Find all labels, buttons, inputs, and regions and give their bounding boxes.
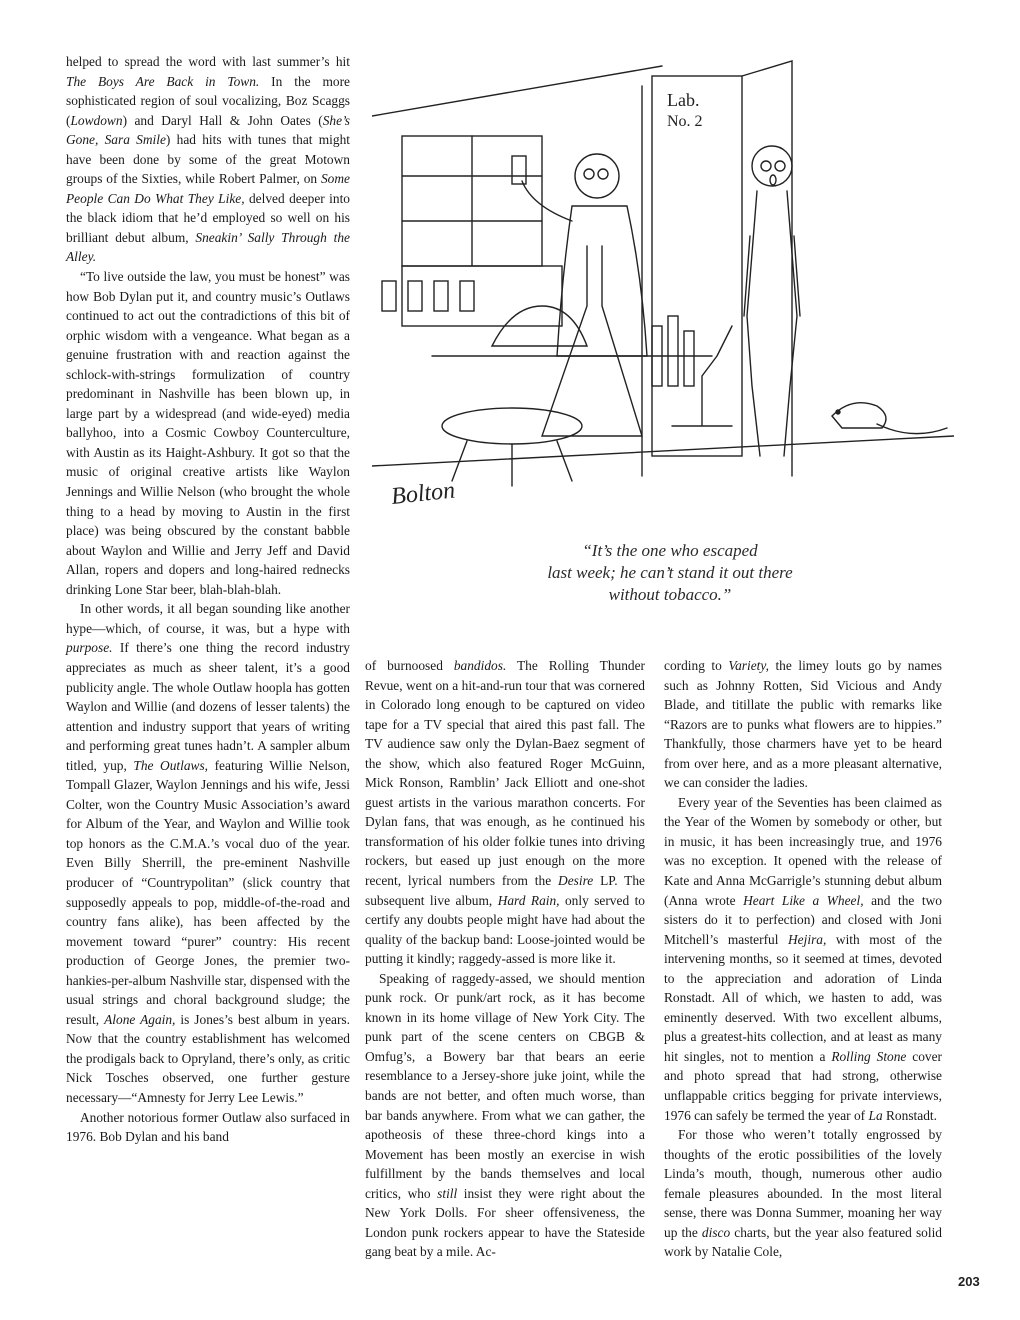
article-paragraph: cording to Variety, the limey louts go by names such as Johnny Rotten, Sid Vicious and Andy Blade, and titillate the public with remarks like “Razors are to punks what flowers are to hippies.” Thankfully, those charmers have yet to be heard from over here, and as a more pleasant alternative, we can consider the ladies. <box>664 658 943 791</box>
italic-title: The Boys Are Back in Town. <box>66 73 260 89</box>
cartoonist-signature: Bolton <box>389 477 457 510</box>
article-paragraph: For those who weren’t totally engrossed by thoughts of the erotic possibilities of the lovely Linda’s mouth, though, numerous other audio female pleasures abounded. In the most literal sense, there was Donna Summer, moaning her way up the disco charts, but the year also featured solid work by Natalie Cole, <box>664 1127 942 1260</box>
caption-line: last week; he can’t stand it out there <box>547 563 793 582</box>
article-column-middle <box>365 656 645 1262</box>
italic-title: Hejira, <box>788 931 827 947</box>
door-sign-line-1: Lab. <box>667 90 700 110</box>
italic-title: Alone Again, <box>104 1011 176 1027</box>
italic-title: purpose. <box>66 640 113 656</box>
italic-title: Some People Can Do What They Like, <box>66 171 350 206</box>
cartoon-caption <box>470 540 870 606</box>
article-paragraph: In other words, it all began sounding like another hype—which, of course, it was, but a hype with purpose. If there’s one thing the record industry appreciates as much as sheer talent, it’s a good publicity angle. The whole Outlaw hoopla has gotten Waylon and Willie (and dozens of lesser talents) the attention and industry support that years of writing and performing great tunes hadn’t. A sampler album titled, yup, The Outlaws, featuring Willie Nelson, Tompall Glazer, Waylon Jennings and his wife, Jessi Colter, won the Country Music Association’s award for Album of the Year, and Waylon and Willie took top honors as the C.M.A.’s vocal duo of the year. Even Billy Sherrill, the pre-eminent Nashville producer of “Countrypolitan” (slick country that supposedly appeals to pop, middle-of-the-road and country fans alike), has been affected by the movement toward “purer” country: His recent production of George Jones, the premier two-hankies-per-album Nashville star, dispensed with the usual strings and choral background sludge; the result, Alone Again, is Jones’s best album in years. Now that the country establishment has welcomed the prodigals back to Opryland, there’s only, as critic Nick Tosches observed, one further gesture necessary—“Amnesty for Jerry Lee Lewis.” <box>66 601 350 1105</box>
article-paragraph: helped to spread the word with last summer’s hit The Boys Are Back in Town. In the more sophisticated region of soul vocalizing, Boz Scaggs (Lowdown) and Daryl Hall & John Oates (She’s Gone, Sara Smile) had hits with tunes that might have been done by some of the great Motown groups of the Sixties, while Robert Palmer, on Some People Can Do What They Like, delved deeper into the black idiom that he’d employed so well on his brilliant debut album, Sneakin’ Sally Through the Alley. <box>66 54 351 265</box>
italic-title: Sneakin’ Sally Through the Alley. <box>66 229 350 265</box>
door-sign-line-2: No. 2 <box>667 113 703 130</box>
article-paragraph: “To live outside the law, you must be honest” was how Bob Dylan put it, and country music’s Outlaws continued to act out the contradictions of this bit of orphic wisdom with a vengeance. What began as a genuine frustration with and reaction against the schlock-with-strings formulization of country predominant in Nashville has been blown up, in large part by a widespread (and wide-eyed) media ballyhoo, into a Cosmic Cowboy Counterculture, with Austin as its Haight-Ashbury. It got so that the music of original creative artists like Waylon Jennings and Willie Nelson (who brought the whole thing to a head by moving to Austin in the first place) was being obscured by the constant babble about Waylon and Willie and Jerry Jeff and David Allan, ropers and dopers and long-haired rednecks drinking Lone Star beer, blah-blah-blah. <box>66 269 350 597</box>
italic-title: The Outlaws, <box>133 757 209 773</box>
italic-title: still <box>437 1185 458 1201</box>
cartoon-illustration <box>372 56 954 526</box>
article-column-right <box>664 656 942 1262</box>
article-paragraph: Speaking of raggedy-assed, we should mention punk rock. Or punk/art rock, as it has become known in its home village of New York City. The punk part of the scene centers on CBGB & Omfug’s, a Bowery bar that bears an eerie resemblance to a Jersey-shore juke joint, while the bands are not better, and often much worse, than bar bands anywhere. From what we can gather, the apotheosis of these three-chord kings into a Movement has been mostly an exercise in wish fulfillment by the bands themselves and local critics, who still insist they were right about the New York Dolls. For sheer offensiveness, the London punk rockers appear to have the Stateside gang beat by a mile. Ac- <box>365 970 645 1260</box>
italic-title: Hard Rain, <box>497 892 560 908</box>
article-paragraph: of burnoosed bandidos. The Rolling Thunder Revue, went on a hit-and-run tour that was cornered in Colorado long enough to be captured on video tape for a TV special that aired this past fall. The TV audience saw only the Dylan-Baez segment of the show, which also featured Roger McGuinn, Mick Ronson, Ramblin’ Jack Elliott and one-shot guest artists in the various marathon concerts. For Dylan fans, that was enough, as he continued his transformation of his older folkie tunes into driving rockers, but eased up just enough on the more recent, lyrical numbers from the Desire LP. The subsequent live album, Hard Rain, only served to certify any doubts people might have had about the quality of the backup band: Loose-jointed would be putting it kindly; raggedy-assed is more like it. <box>365 658 646 967</box>
article-paragraph: Another notorious former Outlaw also surfaced in 1976. Bob Dylan and his band <box>66 1109 350 1145</box>
italic-title: disco <box>701 1224 731 1240</box>
article-column-left <box>66 52 350 1147</box>
italic-title: bandidos. <box>453 658 507 673</box>
italic-title: Rolling Stone <box>831 1048 907 1064</box>
italic-title: Heart Like a Wheel, <box>743 892 864 908</box>
italic-title: Variety, <box>728 658 769 673</box>
italic-title: Desire <box>558 873 594 889</box>
caption-line: without tobacco.” <box>608 585 732 604</box>
caption-line: “It’s the one who escaped <box>582 541 758 560</box>
italic-title: Lowdown <box>70 112 123 128</box>
page-number: 203 <box>958 1274 980 1289</box>
italic-title: La <box>868 1107 883 1123</box>
italic-title: She’s Gone, Sara Smile <box>66 112 350 148</box>
article-paragraph: Every year of the Seventies has been claimed as the Year of the Women by somebody or other, but in music, it has been increasingly true, and 1976 was no exception. It opened with the release of Kate and Anna McGarrigle’s stunning debut album (Anna wrote Heart Like a Wheel, and the two sisters do it to perfection) and closed with Joni Mitchell’s masterful Hejira, with most of the intervening months, so it seemed at times, devoted to the appreciation and adoration of Linda Ronstadt. All of which, we hasten to add, was eminently deserved. With two excellent albums, plus a greatest-hits collection, and at least as many hit singles, not to mention a Rolling Stone cover and photo spread that had strong, otherwise unflappable critics begging for private interviews, 1976 can safely be termed the year of La Ronstadt. <box>664 794 942 1123</box>
